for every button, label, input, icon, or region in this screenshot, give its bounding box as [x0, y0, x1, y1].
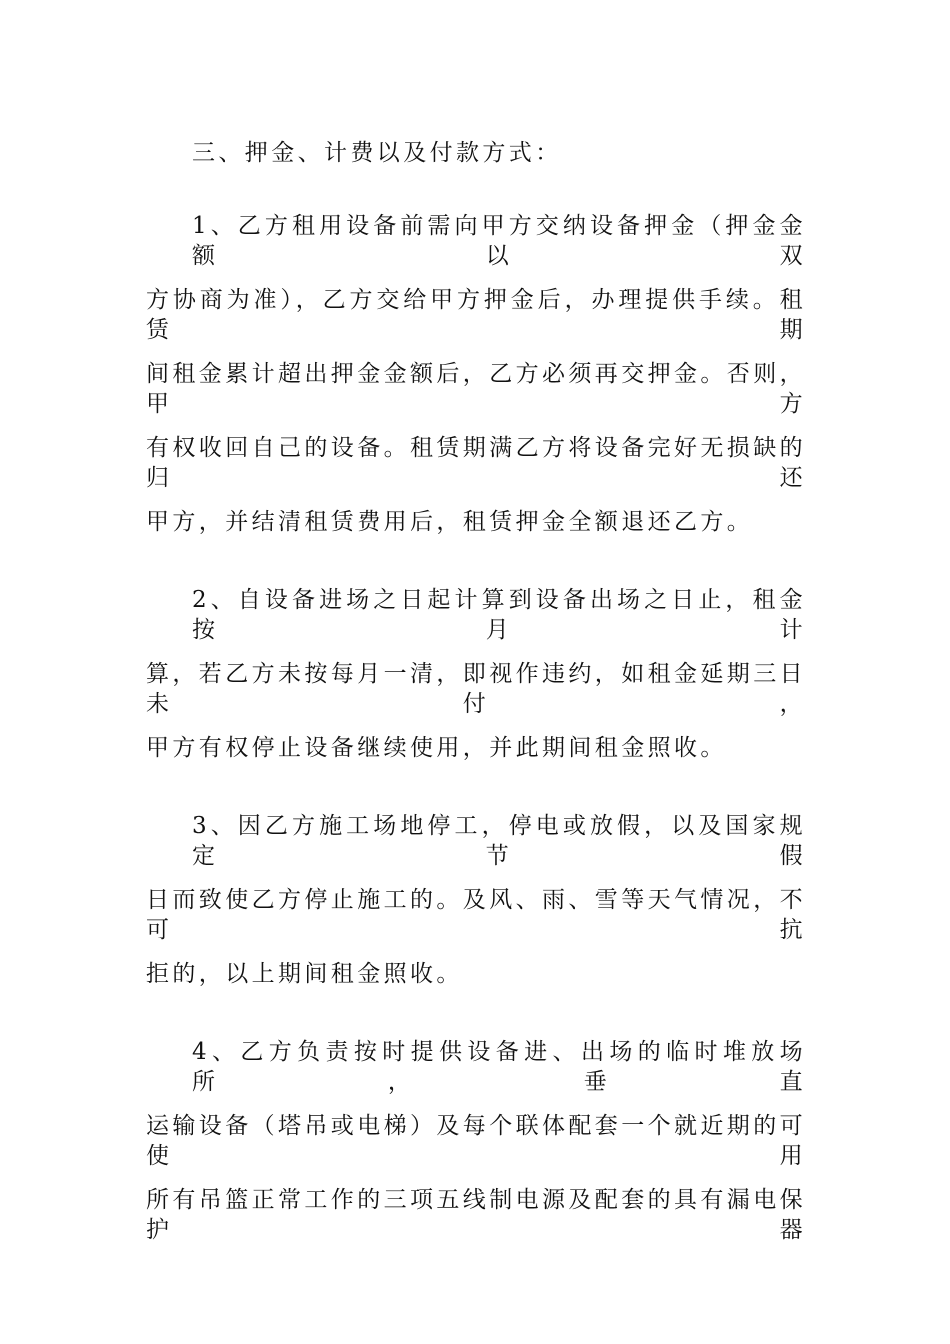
- paragraph-line: 4、乙方负责按时提供设备进、出场的临时堆放场所，垂直: [192, 1039, 806, 1095]
- section-heading: 三、押金、计费以及付款方式：: [192, 140, 562, 166]
- paragraph-line: 间租金累计超出押金金额后，乙方必须再交押金。否则，甲方: [146, 361, 806, 417]
- paragraph-line: 3、因乙方施工场地停工，停电或放假，以及国家规定节假: [192, 813, 806, 869]
- paragraph-line: 甲方，并结清租赁费用后，租赁押金全额退还乙方。: [146, 509, 754, 535]
- paragraph-line: 运输设备（塔吊或电梯）及每个联体配套一个就近期的可使用: [146, 1113, 806, 1169]
- paragraph-line: 方协商为准），乙方交给甲方押金后，办理提供手续。租赁期: [146, 287, 806, 343]
- paragraph-line: 所有吊篮正常工作的三项五线制电源及配套的具有漏电保护器: [146, 1187, 806, 1243]
- paragraph-line: 甲方有权停止设备继续使用，并此期间租金照收。: [146, 735, 727, 761]
- paragraph-line: 算，若乙方未按每月一清，即视作违约，如租金延期三日未付，: [146, 661, 806, 717]
- paragraph-line: 有权收回自己的设备。租赁期满乙方将设备完好无损缺的归还: [146, 435, 806, 491]
- paragraph-line: 日而致使乙方停止施工的。及风、雨、雪等天气情况，不可抗: [146, 887, 806, 943]
- paragraph-line: 1、乙方租用设备前需向甲方交纳设备押金（押金金额以双: [192, 213, 806, 269]
- paragraph-line: 2、自设备进场之日起计算到设备出场之日止，租金按月计: [192, 587, 806, 643]
- paragraph-line: 拒的，以上期间租金照收。: [146, 961, 463, 987]
